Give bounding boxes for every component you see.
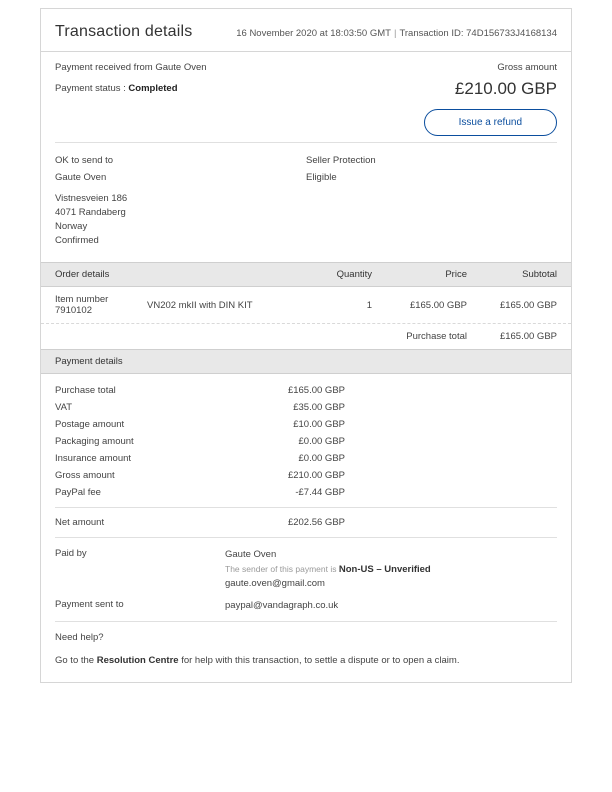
list-item xyxy=(55,416,557,433)
paid-by-body xyxy=(225,548,557,591)
issue-refund-button[interactable]: Issue a refund xyxy=(424,109,557,136)
payment-line-value: £165.00 GBP xyxy=(287,385,345,396)
resolution-centre-link[interactable]: Resolution Centre xyxy=(96,655,179,666)
purchase-total-row xyxy=(41,324,571,349)
net-amount-row xyxy=(55,514,557,531)
address-country: Norway xyxy=(55,221,88,232)
help-text-suffix: for help with this transaction, to settle a dispute or to open a claim. xyxy=(181,655,460,666)
ship-to-column xyxy=(55,155,306,248)
address-line-2: 4071 Randaberg xyxy=(55,207,126,218)
order-item-number: Item number 7910102 xyxy=(55,294,109,316)
payment-line-label: Packaging amount xyxy=(55,436,134,447)
payment-status-row xyxy=(55,83,356,94)
gross-amount-value: £210.00 GBP xyxy=(454,79,557,98)
net-amount-divider xyxy=(55,507,557,508)
payment-line-label: Purchase total xyxy=(55,385,116,396)
payment-details-title: Payment details xyxy=(55,356,123,367)
list-item xyxy=(55,382,557,399)
buyer-name: Gaute Oven xyxy=(55,172,107,183)
paid-by-label: Paid by xyxy=(55,548,87,559)
sender-note-status: Non-US – Unverified xyxy=(338,564,431,575)
payment-line-label: Gross amount xyxy=(55,470,115,481)
payment-line-value: £0.00 GBP xyxy=(298,436,345,447)
paid-by-divider xyxy=(55,537,557,538)
payment-line-value: £10.00 GBP xyxy=(293,419,345,430)
payment-details-header xyxy=(41,349,571,374)
net-amount-value: £202.56 GBP xyxy=(287,517,345,528)
order-item-subtotal: £165.00 GBP xyxy=(499,299,557,311)
list-item xyxy=(55,399,557,416)
list-item xyxy=(55,484,557,501)
net-amount-label: Net amount xyxy=(55,517,105,528)
payment-sent-to-value: paypal@vandagraph.co.uk xyxy=(225,600,339,611)
paid-by-row xyxy=(55,544,557,595)
payment-sent-to-label: Payment sent to xyxy=(55,599,124,610)
need-help-label: Need help? xyxy=(55,632,104,643)
payment-line-value: £210.00 GBP xyxy=(287,470,345,481)
shipping-section xyxy=(41,143,571,262)
order-details-title: Order details xyxy=(55,269,110,280)
address-gap xyxy=(55,185,306,192)
order-details-header xyxy=(41,262,571,287)
seller-protection-column xyxy=(306,155,557,248)
gross-amount-label: Gross amount xyxy=(497,62,557,73)
paid-by-name: Gaute Oven xyxy=(225,549,277,560)
column-header-price: Price xyxy=(445,269,467,280)
seller-protection-value: Eligible xyxy=(306,172,337,183)
page-title: Transaction details xyxy=(55,23,193,40)
seller-protection-label: Seller Protection xyxy=(306,155,376,166)
payment-status-label: Payment status : xyxy=(55,83,126,94)
sender-verification-note xyxy=(225,562,557,577)
card-header xyxy=(41,9,571,52)
table-row xyxy=(41,287,571,324)
header-meta xyxy=(236,28,557,39)
list-item xyxy=(55,450,557,467)
order-item-description: VN202 mkII with DIN KIT xyxy=(147,299,253,311)
help-text xyxy=(55,655,557,666)
transaction-id: Transaction ID: 74D156733J4168134 xyxy=(399,28,557,39)
sender-note-prefix: The sender of this payment is xyxy=(225,564,337,574)
payment-sent-to-row xyxy=(55,595,557,617)
address-confirmed-status: Confirmed xyxy=(55,235,99,246)
ok-to-send-label: OK to send to xyxy=(55,155,114,166)
payment-status-value: Completed xyxy=(128,83,178,94)
order-item-quantity: 1 xyxy=(366,299,372,311)
purchase-total-value: £165.00 GBP xyxy=(499,331,557,342)
footer-section xyxy=(41,622,571,682)
order-item-price: £165.00 GBP xyxy=(409,299,467,311)
purchase-total-label: Purchase total xyxy=(406,331,467,342)
list-item xyxy=(55,467,557,484)
column-header-subtotal: Subtotal xyxy=(522,269,557,280)
payment-line-value: -£7.44 GBP xyxy=(295,487,345,498)
payment-line-label: Postage amount xyxy=(55,419,125,430)
payment-line-value: £0.00 GBP xyxy=(298,453,345,464)
summary-right xyxy=(327,62,557,136)
column-header-quantity: Quantity xyxy=(336,269,372,280)
transaction-date: 16 November 2020 at 18:03:50 GMT xyxy=(236,28,391,39)
address-line-1: Vistnesveien 186 xyxy=(55,193,128,204)
summary-section xyxy=(41,52,571,138)
meta-separator: | xyxy=(393,28,397,39)
payment-line-value: £35.00 GBP xyxy=(293,402,345,413)
paid-by-email: gaute.oven@gmail.com xyxy=(225,578,325,589)
payment-line-label: VAT xyxy=(55,402,73,413)
payment-line-label: Insurance amount xyxy=(55,453,132,464)
payment-received-from: Payment received from Gaute Oven xyxy=(55,62,207,73)
list-item xyxy=(55,433,557,450)
payment-details-list xyxy=(41,374,571,621)
summary-left xyxy=(55,62,356,94)
payment-line-label: PayPal fee xyxy=(55,487,101,498)
transaction-details-card xyxy=(40,8,572,683)
help-text-prefix: Go to the xyxy=(55,655,95,666)
